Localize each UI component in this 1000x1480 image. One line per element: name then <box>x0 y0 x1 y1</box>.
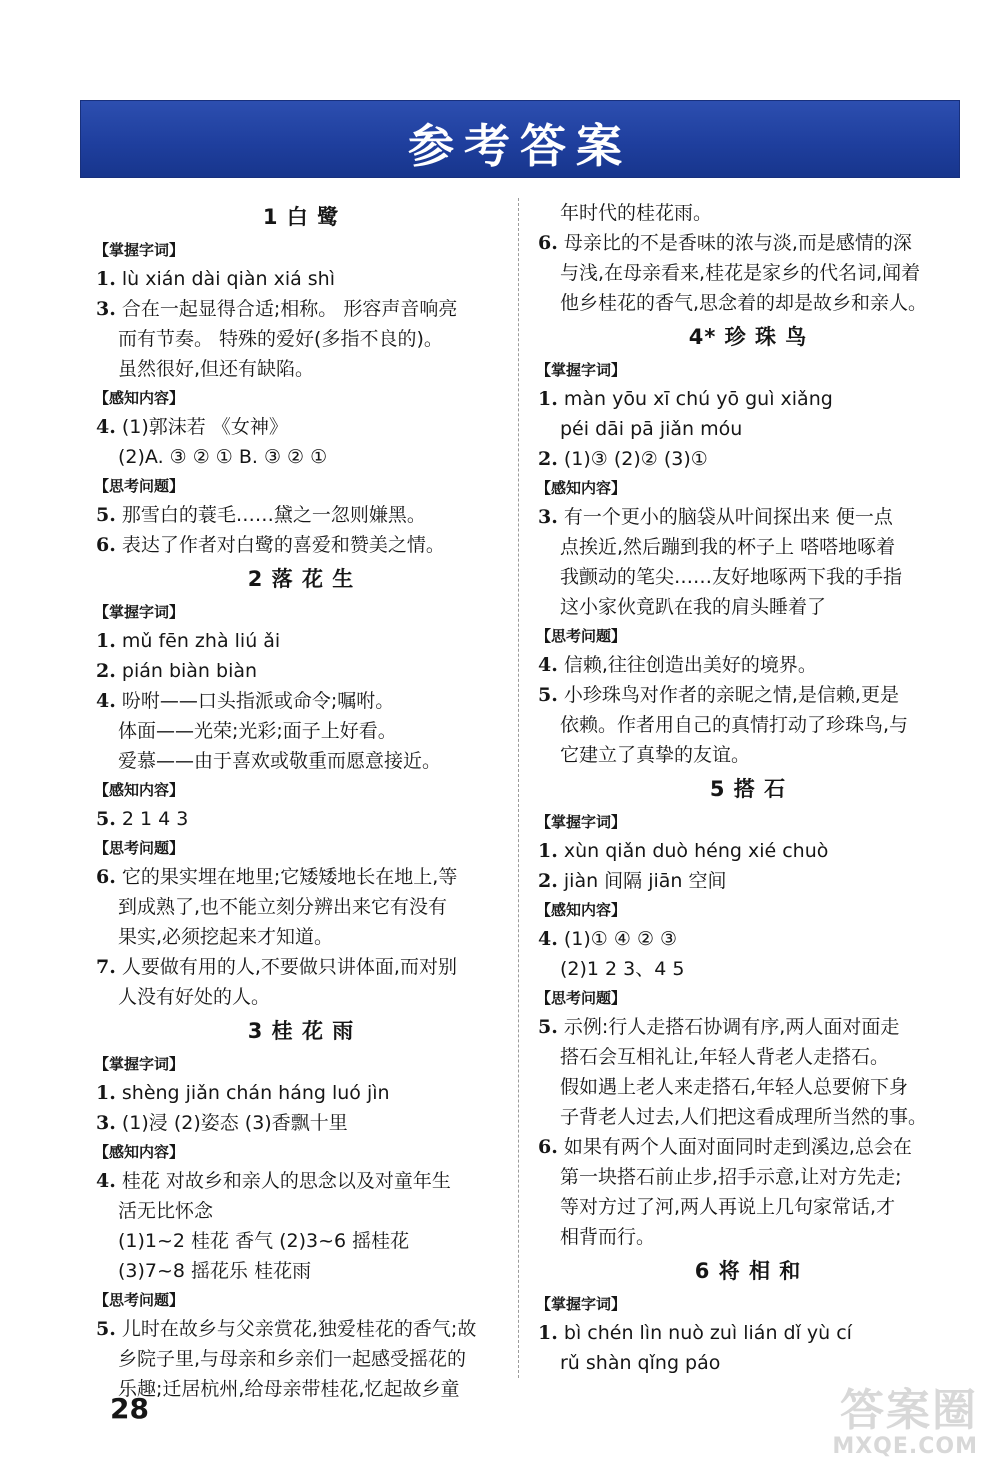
answer-continuation: 等对方过了河,两人再说上几句家常话,才 <box>560 1196 896 1218</box>
question-number: 6. <box>96 534 116 556</box>
answer-text: 儿时在故乡与父亲赏花,独爱桂花的香气;故 <box>115 1318 477 1340</box>
answer-continuation: 相背而行。 <box>560 1226 656 1248</box>
category-tag-row <box>538 622 958 650</box>
answer-continuation: péi dāi pā jiǎn móu <box>560 418 743 440</box>
category-tag-row <box>96 472 506 500</box>
question-number: 3. <box>96 298 116 320</box>
answer-line <box>538 1012 958 1042</box>
answer-text: 吩咐——口头指派或命令;嘱咐。 <box>115 690 395 712</box>
column-divider <box>518 198 519 1378</box>
question-number: 7. <box>96 956 116 978</box>
category-tag: 【思考问题】 <box>94 477 185 495</box>
answer-line <box>96 530 506 560</box>
question-number: 4. <box>538 928 558 950</box>
answer-text: 它的果实埋在地里;它矮矮地长在地上,等 <box>115 866 458 888</box>
answer-line <box>96 500 506 530</box>
category-tag: 【感知内容】 <box>94 389 185 407</box>
answer-text: 表达了作者对白鹭的喜爱和赞美之情。 <box>115 534 445 556</box>
answer-text: (1)① ④ ② ③ <box>557 928 678 950</box>
answer-text: (1)③ (2)② (3)① <box>557 448 708 470</box>
answer-continuation: (2)A. ③ ② ① B. ③ ② ① <box>118 446 328 468</box>
answer-line <box>96 1108 506 1138</box>
answer-line <box>96 862 506 892</box>
answer-text: 人要做有用的人,不要做只讲体面,而对别 <box>115 956 457 978</box>
answer-continuation: 到成熟了,也不能立刻分辨出来它有没有 <box>118 896 448 918</box>
category-tag-row <box>96 834 506 862</box>
answer-continuation: 假如遇上老人来走搭石,年轻人总要俯下身 <box>560 1076 909 1098</box>
category-tag-row <box>96 598 506 626</box>
answer-line <box>96 1166 506 1196</box>
section-heading: 5 搭 石 <box>709 777 787 801</box>
answer-text: 2 1 4 3 <box>115 808 189 830</box>
answer-continuation: 这小家伙竟趴在我的肩头睡着了 <box>560 596 827 618</box>
category-tag-row <box>538 1290 958 1318</box>
question-number: 5. <box>538 1016 558 1038</box>
answer-continuation: 乐趣;迁居杭州,给母亲带桂花,忆起故乡童 <box>118 1378 460 1400</box>
answer-continuation: 人没有好处的人。 <box>118 986 271 1008</box>
answer-line <box>538 680 958 710</box>
question-number: 2. <box>96 660 116 682</box>
answer-text: (1)郭沫若 《女神》 <box>115 416 288 438</box>
category-tag-row <box>538 474 958 502</box>
answer-continuation: 我颤动的笔尖……友好地啄两下我的手指 <box>560 566 903 588</box>
category-tag: 【思考问题】 <box>536 627 627 645</box>
answer-continuation: 子背老人过去,人们把这看成理所当然的事。 <box>560 1106 928 1128</box>
page-title: 参考答案 <box>408 119 632 173</box>
category-tag: 【掌握字词】 <box>536 361 627 379</box>
answer-text: 有一个更小的脑袋从叶间探出来 便一点 <box>557 506 893 528</box>
watermark-url: MXQE.COM <box>832 1434 978 1459</box>
answer-text: 小珍珠鸟对作者的亲昵之情,是信赖,更是 <box>557 684 899 706</box>
answer-text: 桂花 对故乡和亲人的思念以及对童年生 <box>115 1170 451 1192</box>
answer-text: mǔ fēn zhà liú ǎi <box>115 630 281 652</box>
answer-line <box>96 656 506 686</box>
answer-continuation: 体面——光荣;光彩;面子上好看。 <box>118 720 397 742</box>
section-heading: 3 桂 花 雨 <box>247 1019 355 1043</box>
answer-text: bì chén lìn nuò zuì lián dǐ yù cí <box>557 1322 852 1344</box>
right-column <box>538 198 958 1378</box>
answer-text: jiàn 间隔 jiān 空间 <box>557 870 727 892</box>
answer-text: xùn qiǎn duò héng xié chuò <box>557 840 829 862</box>
answer-continuation: 与浅,在母亲看来,桂花是家乡的代名词,闻着 <box>560 262 921 284</box>
section-heading: 1 白 鹭 <box>262 205 340 229</box>
answer-continuation: 它建立了真挚的友谊。 <box>560 744 751 766</box>
answer-line <box>96 1314 506 1344</box>
answer-continuation: 虽然很好,但还有缺陷。 <box>118 358 315 380</box>
answer-text: 示例:行人走搭石协调有序,两人面对面走 <box>557 1016 900 1038</box>
answer-text: 信赖,往往创造出美好的境界。 <box>557 654 817 676</box>
category-tag-row <box>96 776 506 804</box>
section-heading: 4* 珍 珠 鸟 <box>688 325 808 349</box>
answer-continuation: (1)1~2 桂花 香气 (2)3~6 摇桂花 <box>118 1230 410 1252</box>
category-tag: 【思考问题】 <box>94 839 185 857</box>
category-tag: 【掌握字词】 <box>536 1295 627 1313</box>
question-number: 6. <box>96 866 116 888</box>
category-tag: 【思考问题】 <box>536 989 627 1007</box>
answer-continuation: 点挨近,然后蹦到我的杯子上 嗒嗒地啄着 <box>560 536 896 558</box>
answer-continuation: 搭石会互相礼让,年轻人背老人走搭石。 <box>560 1046 890 1068</box>
category-tag: 【思考问题】 <box>94 1291 185 1309</box>
question-number: 6. <box>538 1136 558 1158</box>
category-tag-row <box>96 1286 506 1314</box>
question-number: 5. <box>96 504 116 526</box>
answer-continuation: 爱慕——由于喜欢或敬重而愿意接近。 <box>118 750 442 772</box>
watermark-logo-text: 答案圈 <box>840 1385 978 1436</box>
answer-line <box>538 228 958 258</box>
answer-line <box>96 1078 506 1108</box>
answer-continuation: 果实,必须挖起来才知道。 <box>118 926 334 948</box>
question-number: 1. <box>96 630 116 652</box>
title-banner <box>80 100 960 178</box>
page-number: 28 <box>110 1392 149 1425</box>
category-tag-row <box>538 808 958 836</box>
answer-line <box>96 804 506 834</box>
answer-line <box>538 1318 958 1348</box>
question-number: 1. <box>96 268 116 290</box>
answer-line <box>538 924 958 954</box>
answer-text: 如果有两个人面对面同时走到溪边,总会在 <box>557 1136 912 1158</box>
category-tag: 【掌握字词】 <box>536 813 627 831</box>
answer-continuation: (2)1 2 3、4 5 <box>560 958 685 980</box>
question-number: 4. <box>96 1170 116 1192</box>
category-tag-row <box>96 236 506 264</box>
answer-continuation: 他乡桂花的香气,思念着的却是故乡和亲人。 <box>560 292 928 314</box>
category-tag-row <box>538 356 958 384</box>
category-tag-row <box>96 1138 506 1166</box>
question-number: 1. <box>538 1322 558 1344</box>
category-tag: 【感知内容】 <box>94 1143 185 1161</box>
category-tag: 【掌握字词】 <box>94 1055 185 1073</box>
question-number: 4. <box>538 654 558 676</box>
answer-continuation: 乡院子里,与母亲和乡亲们一起感受摇花的 <box>118 1348 467 1370</box>
question-number: 5. <box>538 684 558 706</box>
answer-text: shèng jiǎn chán háng luó jìn <box>115 1082 390 1104</box>
question-number: 6. <box>538 232 558 254</box>
answer-text: 那雪白的蓑毛……黛之一忽则嫌黑。 <box>115 504 426 526</box>
category-tag-row <box>96 1050 506 1078</box>
answer-line <box>96 412 506 442</box>
question-number: 5. <box>96 808 116 830</box>
answer-text: 母亲比的不是香味的浓与淡,而是感情的深 <box>557 232 912 254</box>
answer-continuation: 第一块搭石前止步,招手示意,让对方先走; <box>560 1166 902 1188</box>
category-tag: 【掌握字词】 <box>94 241 185 259</box>
answer-continuation: rǔ shàn qǐng páo <box>560 1352 721 1374</box>
question-number: 2. <box>538 870 558 892</box>
answer-line <box>96 294 506 324</box>
answer-continuation: 活无比怀念 <box>118 1200 214 1222</box>
answer-line <box>538 866 958 896</box>
question-number: 4. <box>96 690 116 712</box>
question-number: 3. <box>96 1112 116 1134</box>
question-number: 5. <box>96 1318 116 1340</box>
question-number: 4. <box>96 416 116 438</box>
answer-continuation: 而有节奏。 特殊的爱好(多指不良的)。 <box>118 328 443 350</box>
answer-line <box>96 952 506 982</box>
category-tag: 【掌握字词】 <box>94 603 185 621</box>
answer-text: 合在一起显得合适;相称。 形容声音响亮 <box>115 298 458 320</box>
category-tag: 【感知内容】 <box>536 479 627 497</box>
category-tag: 【感知内容】 <box>536 901 627 919</box>
answer-line <box>96 626 506 656</box>
question-number: 1. <box>538 388 558 410</box>
answer-continuation: 依赖。作者用自己的真情打动了珍珠鸟,与 <box>560 714 909 736</box>
question-number: 1. <box>96 1082 116 1104</box>
category-tag-row <box>538 896 958 924</box>
answer-line <box>538 502 958 532</box>
answer-text: (1)浸 (2)姿态 (3)香飘十里 <box>115 1112 348 1134</box>
question-number: 1. <box>538 840 558 862</box>
section-heading: 2 落 花 生 <box>247 567 355 591</box>
category-tag-row <box>538 984 958 1012</box>
category-tag-row <box>96 384 506 412</box>
question-number: 2. <box>538 448 558 470</box>
answer-line <box>96 264 506 294</box>
answer-text: màn yōu xī chú yō guì xiǎng <box>557 388 833 410</box>
category-tag: 【感知内容】 <box>94 781 185 799</box>
answer-text: lù xián dài qiàn xiá shì <box>115 268 336 290</box>
left-column <box>96 198 506 1404</box>
section-heading: 6 将 相 和 <box>694 1259 802 1283</box>
answer-line <box>538 1132 958 1162</box>
answer-line <box>96 686 506 716</box>
question-number: 3. <box>538 506 558 528</box>
answer-line <box>538 384 958 414</box>
answer-line <box>538 650 958 680</box>
answer-continuation: 年时代的桂花雨。 <box>560 202 713 224</box>
answer-line <box>538 836 958 866</box>
answer-continuation: (3)7~8 摇花乐 桂花雨 <box>118 1260 312 1282</box>
answer-text: pián biàn biàn <box>115 660 258 682</box>
watermark <box>832 1385 978 1459</box>
answer-line <box>538 444 958 474</box>
